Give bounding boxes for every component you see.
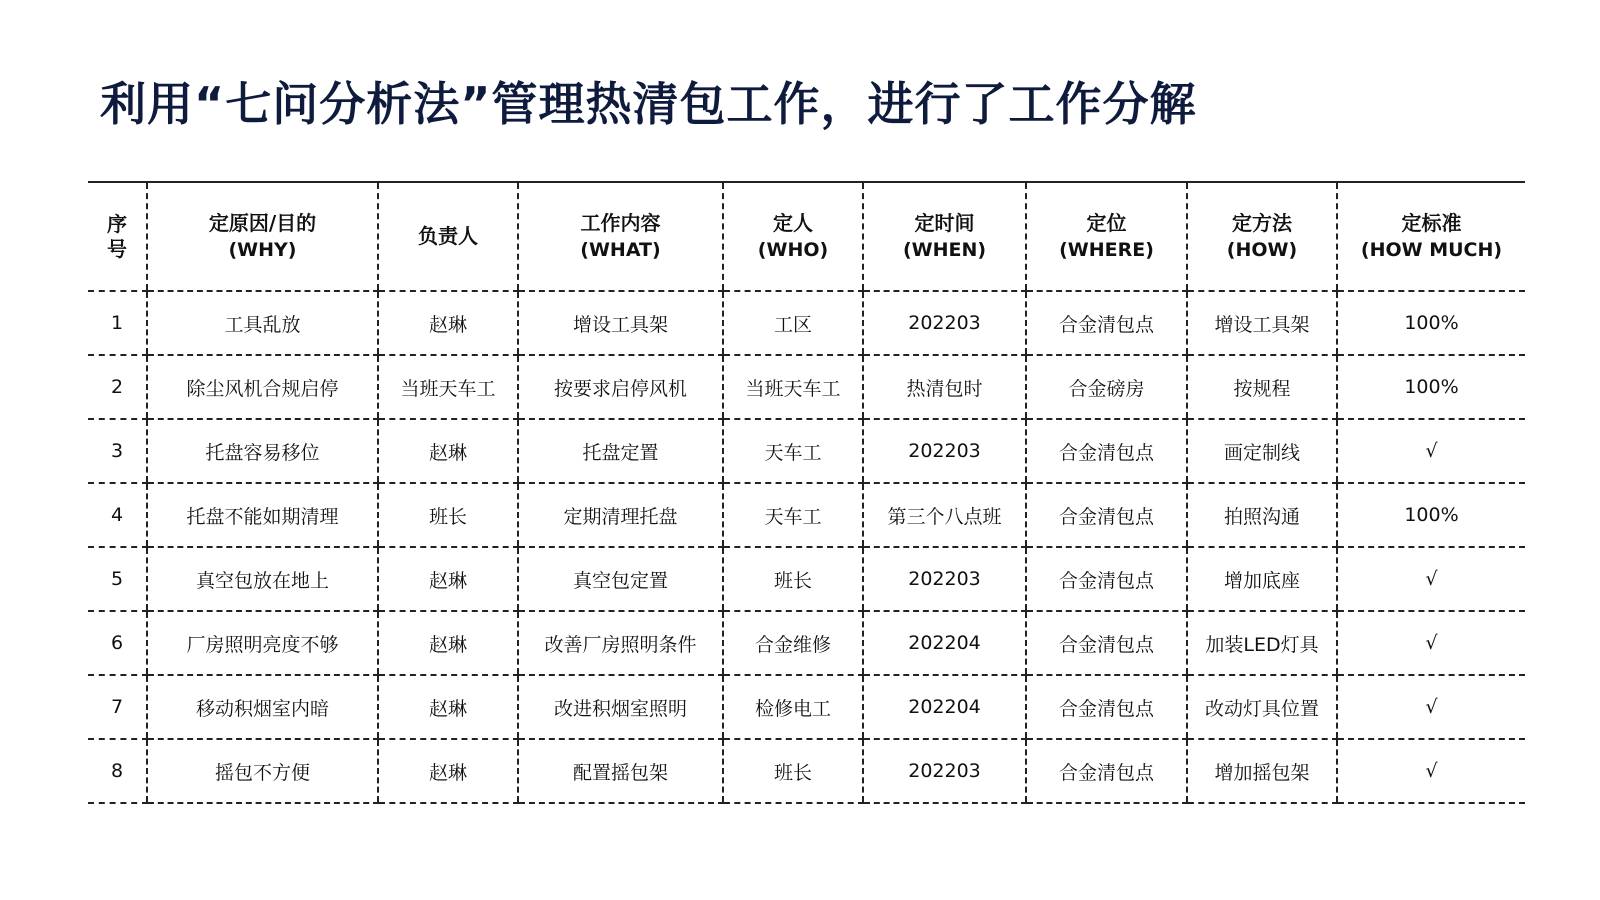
cell-how-much: √	[1337, 739, 1525, 803]
cell-who: 检修电工	[723, 675, 863, 739]
cell-what: 增设工具架	[518, 291, 723, 355]
cell-how: 增加摇包架	[1187, 739, 1337, 803]
cell-where: 合金磅房	[1026, 355, 1187, 419]
header-cell-why	[147, 182, 378, 291]
header-label: 定原因/目的	[208, 210, 317, 235]
header-sublabel: (WHAT)	[580, 238, 661, 261]
table-row	[88, 611, 1525, 675]
cell-where: 合金清包点	[1026, 739, 1187, 803]
header-label: 负责人	[418, 224, 478, 248]
cell-how: 增加底座	[1187, 547, 1337, 611]
header-cell-owner	[378, 182, 518, 291]
cell-why: 托盘不能如期清理	[147, 483, 378, 547]
cell-index: 4	[88, 483, 147, 547]
cell-what: 按要求启停风机	[518, 355, 723, 419]
cell-index: 1	[88, 291, 147, 355]
cell-why: 移动积烟室内暗	[147, 675, 378, 739]
cell-owner: 当班天车工	[378, 355, 518, 419]
cell-why: 除尘风机合规启停	[147, 355, 378, 419]
cell-index: 5	[88, 547, 147, 611]
cell-why: 摇包不方便	[147, 739, 378, 803]
cell-how: 按规程	[1187, 355, 1337, 419]
header-cell-what	[518, 182, 723, 291]
header-label: 定时间	[914, 210, 975, 235]
cell-how-much: √	[1337, 611, 1525, 675]
cell-how-much: 100%	[1337, 355, 1525, 419]
header-cell-how-much	[1337, 182, 1525, 291]
cell-when: 202204	[863, 675, 1026, 739]
cell-why: 真空包放在地上	[147, 547, 378, 611]
table-row	[88, 547, 1525, 611]
cell-owner: 赵琳	[378, 675, 518, 739]
header-cell-where	[1026, 182, 1187, 291]
header-sublabel: (WHY)	[228, 238, 297, 261]
header-label: 序号	[107, 211, 127, 261]
cell-index: 7	[88, 675, 147, 739]
cell-how-much: 100%	[1337, 291, 1525, 355]
cell-what: 定期清理托盘	[518, 483, 723, 547]
cell-who: 班长	[723, 547, 863, 611]
cell-how: 增设工具架	[1187, 291, 1337, 355]
cell-index: 2	[88, 355, 147, 419]
cell-what: 改善厂房照明条件	[518, 611, 723, 675]
cell-when: 202203	[863, 291, 1026, 355]
cell-where: 合金清包点	[1026, 291, 1187, 355]
cell-how: 改动灯具位置	[1187, 675, 1337, 739]
header-cell-when	[863, 182, 1026, 291]
header-sublabel: (WHO)	[757, 238, 829, 261]
cell-who: 工区	[723, 291, 863, 355]
header-sublabel: (HOW)	[1226, 238, 1298, 261]
cell-when: 202203	[863, 547, 1026, 611]
cell-who: 合金维修	[723, 611, 863, 675]
header-cell-who	[723, 182, 863, 291]
table-header-row	[88, 182, 1525, 291]
header-sublabel: (HOW MUCH)	[1360, 238, 1503, 261]
seven-questions-table	[88, 181, 1525, 804]
header-label: 定方法	[1232, 210, 1292, 235]
cell-how-much: √	[1337, 675, 1525, 739]
cell-how: 画定制线	[1187, 419, 1337, 483]
cell-what: 配置摇包架	[518, 739, 723, 803]
cell-where: 合金清包点	[1026, 675, 1187, 739]
header-sublabel: (WHEN)	[902, 238, 987, 261]
cell-when: 202203	[863, 739, 1026, 803]
table-row	[88, 675, 1525, 739]
cell-where: 合金清包点	[1026, 483, 1187, 547]
cell-how-much: 100%	[1337, 483, 1525, 547]
cell-why: 厂房照明亮度不够	[147, 611, 378, 675]
header-label: 工作内容	[580, 210, 661, 235]
table-row	[88, 739, 1525, 803]
cell-why: 工具乱放	[147, 291, 378, 355]
cell-when: 202204	[863, 611, 1026, 675]
cell-when: 202203	[863, 419, 1026, 483]
cell-owner: 赵琳	[378, 547, 518, 611]
table-row	[88, 291, 1525, 355]
header-cell-how	[1187, 182, 1337, 291]
cell-index: 6	[88, 611, 147, 675]
cell-who: 天车工	[723, 419, 863, 483]
cell-what: 真空包定置	[518, 547, 723, 611]
cell-what: 改进积烟室照明	[518, 675, 723, 739]
table-row	[88, 419, 1525, 483]
cell-owner: 赵琳	[378, 611, 518, 675]
header-cell-index	[88, 182, 147, 291]
cell-index: 3	[88, 419, 147, 483]
cell-how-much: √	[1337, 547, 1525, 611]
cell-who: 天车工	[723, 483, 863, 547]
cell-how: 拍照沟通	[1187, 483, 1337, 547]
header-sublabel: (WHERE)	[1059, 238, 1154, 261]
cell-owner: 班长	[378, 483, 518, 547]
header-label: 定位	[1086, 210, 1127, 235]
header-label: 定标准	[1401, 210, 1462, 235]
table-row	[88, 483, 1525, 547]
page-title: 利用“七问分析法”管理热清包工作，进行了工作分解	[100, 77, 1197, 131]
cell-who: 当班天车工	[723, 355, 863, 419]
cell-who: 班长	[723, 739, 863, 803]
cell-owner: 赵琳	[378, 419, 518, 483]
cell-how-much: √	[1337, 419, 1525, 483]
cell-where: 合金清包点	[1026, 611, 1187, 675]
cell-how: 加装LED灯具	[1187, 611, 1337, 675]
cell-when: 热清包时	[863, 355, 1026, 419]
cell-where: 合金清包点	[1026, 547, 1187, 611]
cell-index: 8	[88, 739, 147, 803]
cell-why: 托盘容易移位	[147, 419, 378, 483]
cell-when: 第三个八点班	[863, 483, 1026, 547]
header-label: 定人	[773, 210, 813, 235]
table-row	[88, 355, 1525, 419]
cell-what: 托盘定置	[518, 419, 723, 483]
cell-owner: 赵琳	[378, 739, 518, 803]
cell-owner: 赵琳	[378, 291, 518, 355]
cell-where: 合金清包点	[1026, 419, 1187, 483]
